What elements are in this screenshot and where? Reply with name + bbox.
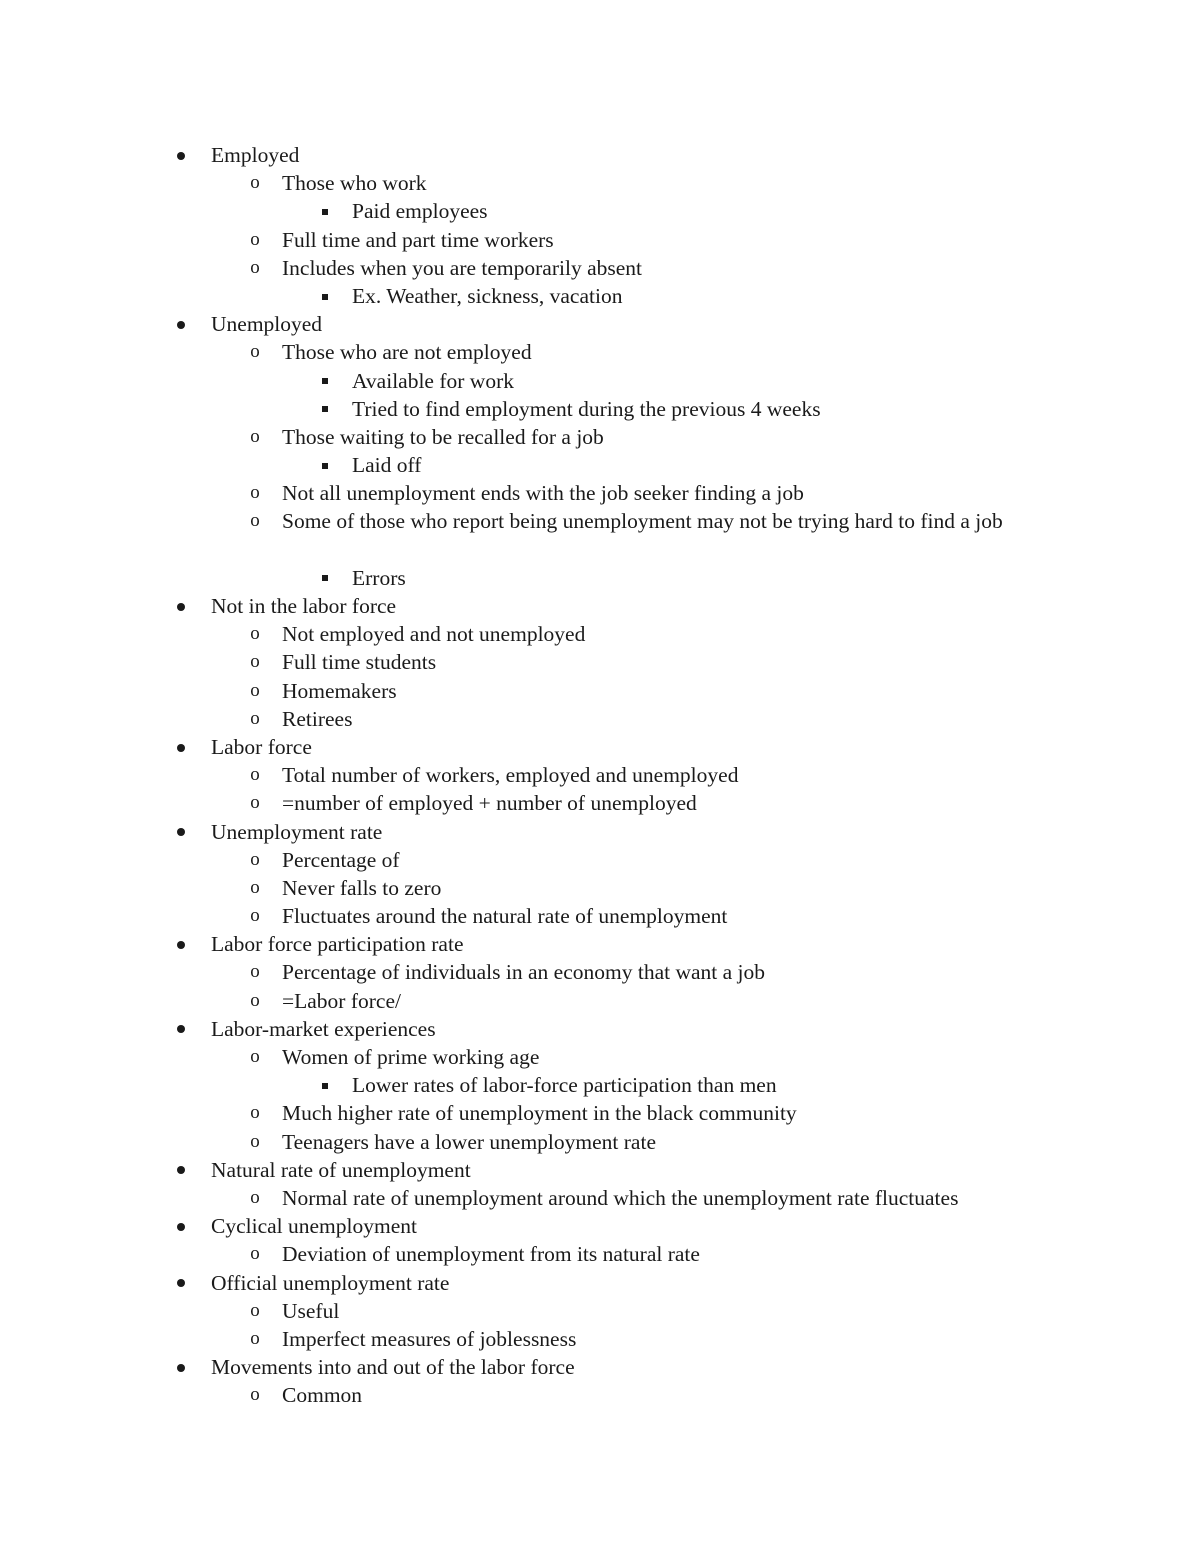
hollow-o-bullet-icon: o xyxy=(250,172,260,194)
outline-item-text: Women of prime working age xyxy=(282,1045,540,1070)
hollow-o-bullet-icon: o xyxy=(250,1384,260,1406)
outline-item-text: Never falls to zero xyxy=(282,875,442,900)
outline-item-level-3 xyxy=(0,197,1200,225)
outline-item-level-1 xyxy=(0,1156,1200,1184)
bullet-outline xyxy=(0,141,1200,1409)
outline-item-level-2 xyxy=(0,677,1200,705)
outline-item-level-2 xyxy=(0,1240,1200,1268)
filled-circle-bullet-icon xyxy=(169,141,193,169)
filled-circle-bullet-icon xyxy=(169,1353,193,1381)
outline-item-text: Normal rate of unemployment around which the unemployment rate fluctuates xyxy=(282,1185,959,1210)
square-bullet-icon xyxy=(313,395,337,423)
outline-item-level-2 xyxy=(0,705,1200,733)
outline-item-level-3 xyxy=(0,564,1200,592)
outline-item-level-2 xyxy=(0,1128,1200,1156)
square-bullet-icon xyxy=(313,1071,337,1099)
outline-item-level-3 xyxy=(0,451,1200,479)
outline-item-text: Homemakers xyxy=(282,678,397,703)
hollow-o-bullet-icon: o xyxy=(250,1130,260,1152)
outline-item-level-1 xyxy=(0,818,1200,846)
outline-item-text: =number of employed + number of unemployed xyxy=(282,791,697,816)
hollow-o-bullet-icon: o xyxy=(250,764,260,786)
outline-item-level-2 xyxy=(0,423,1200,451)
square-bullet-icon xyxy=(313,451,337,479)
outline-item-level-2 xyxy=(0,846,1200,874)
hollow-o-bullet-icon: o xyxy=(250,1102,260,1124)
outline-item-level-1 xyxy=(0,592,1200,620)
outline-item-level-2 xyxy=(0,169,1200,197)
outline-item-level-1 xyxy=(0,1353,1200,1381)
hollow-o-bullet-icon: o xyxy=(250,1046,260,1068)
outline-item-level-3 xyxy=(0,1071,1200,1099)
outline-item-level-1 xyxy=(0,1269,1200,1297)
hollow-o-bullet-icon: o xyxy=(250,792,260,814)
hollow-o-bullet-icon: o xyxy=(250,707,260,729)
hollow-o-bullet-icon: o xyxy=(250,425,260,447)
outline-item-level-2 xyxy=(0,1099,1200,1127)
outline-item-text: Errors xyxy=(352,565,406,590)
filled-circle-bullet-icon xyxy=(169,733,193,761)
hollow-o-bullet-icon: o xyxy=(250,679,260,701)
hollow-o-bullet-icon: o xyxy=(250,876,260,898)
hollow-o-bullet-icon: o xyxy=(250,1327,260,1349)
outline-item-text: Paid employees xyxy=(352,199,488,224)
filled-circle-bullet-icon xyxy=(169,592,193,620)
outline-item-text: Those who are not employed xyxy=(282,340,532,365)
outline-item-level-1 xyxy=(0,1015,1200,1043)
outline-item-level-1 xyxy=(0,733,1200,761)
outline-item-text: Natural rate of unemployment xyxy=(211,1157,471,1182)
outline-item-level-2 xyxy=(0,874,1200,902)
square-bullet-icon xyxy=(313,197,337,225)
outline-item-level-2 xyxy=(0,1381,1200,1409)
outline-item-level-3 xyxy=(0,282,1200,310)
outline-item-level-2 xyxy=(0,1325,1200,1353)
outline-item-text: =Labor force/ xyxy=(282,988,401,1013)
outline-item-level-2 xyxy=(0,958,1200,986)
outline-item-level-2 xyxy=(0,479,1200,507)
outline-item-text: Percentage of individuals in an economy that want a job xyxy=(282,960,766,985)
outline-item-text: Some of those who report being unemployment may not be trying hard to find a job xyxy=(282,509,1003,534)
filled-circle-bullet-icon xyxy=(169,930,193,958)
hollow-o-bullet-icon: o xyxy=(250,651,260,673)
outline-item-level-2 xyxy=(0,254,1200,282)
hollow-o-bullet-icon: o xyxy=(250,1243,260,1265)
outline-item-text: Imperfect measures of joblessness xyxy=(282,1326,577,1351)
filled-circle-bullet-icon xyxy=(169,1269,193,1297)
outline-item-text: Deviation of unemployment from its natural rate xyxy=(282,1242,700,1267)
outline-item-text: Labor force xyxy=(211,734,312,759)
hollow-o-bullet-icon: o xyxy=(250,482,260,504)
square-bullet-icon xyxy=(313,367,337,395)
outline-item-level-3 xyxy=(0,367,1200,395)
outline-item-text: Not all unemployment ends with the job seeker finding a job xyxy=(282,481,804,506)
filled-circle-bullet-icon xyxy=(169,310,193,338)
outline-item-text: Common xyxy=(282,1383,363,1408)
hollow-o-bullet-icon: o xyxy=(250,961,260,983)
outline-item-level-2 xyxy=(0,620,1200,648)
outline-item-text: Movements into and out of the labor force xyxy=(211,1355,575,1380)
outline-item-level-1 xyxy=(0,1212,1200,1240)
outline-item-level-2 xyxy=(0,789,1200,817)
outline-item-level-1 xyxy=(0,141,1200,169)
outline-item-text: Much higher rate of unemployment in the black community xyxy=(282,1101,797,1126)
hollow-o-bullet-icon: o xyxy=(250,1186,260,1208)
outline-item-text: Those waiting to be recalled for a job xyxy=(282,424,604,449)
outline-item-level-2 xyxy=(0,1184,1200,1212)
outline-item-text: Fluctuates around the natural rate of unemployment xyxy=(282,904,728,929)
outline-item-level-2 xyxy=(0,1043,1200,1071)
outline-item-level-3 xyxy=(0,395,1200,423)
outline-item-level-2 xyxy=(0,902,1200,930)
hollow-o-bullet-icon: o xyxy=(250,623,260,645)
hollow-o-bullet-icon: o xyxy=(250,905,260,927)
filled-circle-bullet-icon xyxy=(169,1156,193,1184)
outline-item-text: Available for work xyxy=(352,368,514,393)
filled-circle-bullet-icon xyxy=(169,1015,193,1043)
outline-item-text: Official unemployment rate xyxy=(211,1270,450,1295)
outline-item-level-2 xyxy=(0,761,1200,789)
outline-item-text: Labor force participation rate xyxy=(211,932,464,957)
outline-item-text: Cyclical unemployment xyxy=(211,1214,417,1239)
outline-item-text: Percentage of xyxy=(282,847,400,872)
outline-item-text: Unemployed xyxy=(211,312,323,337)
outline-item-text: Retirees xyxy=(282,706,353,731)
outline-item-level-2 xyxy=(0,1297,1200,1325)
outline-item-level-2 xyxy=(0,226,1200,254)
outline-item-level-1 xyxy=(0,310,1200,338)
outline-item-text: Includes when you are temporarily absent xyxy=(282,255,642,280)
hollow-o-bullet-icon: o xyxy=(250,256,260,278)
outline-item-text: Full time and part time workers xyxy=(282,227,554,252)
outline-item-text: Ex. Weather, sickness, vacation xyxy=(352,283,623,308)
outline-item-text: Full time students xyxy=(282,650,437,675)
square-bullet-icon xyxy=(313,282,337,310)
outline-item-text: Not in the labor force xyxy=(211,594,397,619)
outline-item-text: Labor-market experiences xyxy=(211,1016,436,1041)
outline-item-text: Lower rates of labor-force participation than men xyxy=(352,1073,777,1098)
outline-item-level-2 xyxy=(0,648,1200,676)
outline-item-text: Unemployment rate xyxy=(211,819,383,844)
outline-item-text: Useful xyxy=(282,1298,340,1323)
outline-item-text: Not employed and not unemployed xyxy=(282,622,586,647)
hollow-o-bullet-icon: o xyxy=(250,848,260,870)
outline-item-text: Employed xyxy=(211,143,300,167)
outline-item-level-2 xyxy=(0,507,1200,563)
outline-item-text: Laid off xyxy=(352,453,422,478)
filled-circle-bullet-icon xyxy=(169,818,193,846)
outline-item-text: Those who work xyxy=(282,171,427,196)
outline-item-text: Tried to find employment during the previous 4 weeks xyxy=(352,396,821,421)
outline-item-text: Teenagers have a lower unemployment rate xyxy=(282,1129,656,1154)
hollow-o-bullet-icon: o xyxy=(250,510,260,532)
hollow-o-bullet-icon: o xyxy=(250,228,260,250)
hollow-o-bullet-icon: o xyxy=(250,341,260,363)
square-bullet-icon xyxy=(313,564,337,592)
outline-item-level-2 xyxy=(0,338,1200,366)
outline-item-text: Total number of workers, employed and unemployed xyxy=(282,763,739,788)
outline-item-level-1 xyxy=(0,930,1200,958)
hollow-o-bullet-icon: o xyxy=(250,1299,260,1321)
outline-item-level-2 xyxy=(0,987,1200,1015)
hollow-o-bullet-icon: o xyxy=(250,989,260,1011)
filled-circle-bullet-icon xyxy=(169,1212,193,1240)
